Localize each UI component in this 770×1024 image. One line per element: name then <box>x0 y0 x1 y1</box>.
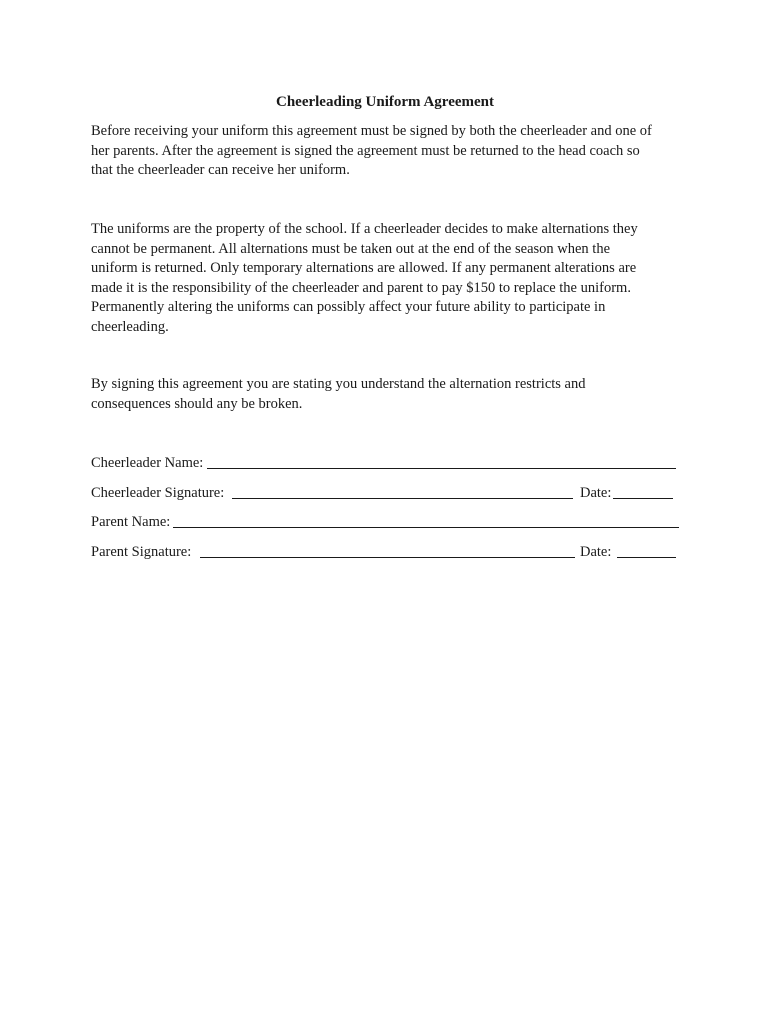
paragraph-line: consequences should any be broken. <box>91 395 303 412</box>
parent-signature-field[interactable] <box>200 557 575 558</box>
intro-paragraph <box>91 122 691 181</box>
cheerleader-name-row <box>91 453 681 473</box>
cheerleader-signature-row <box>91 483 681 503</box>
cheerleader-name-label: Cheerleader Name: <box>91 455 204 471</box>
paragraph-line: Before receiving your uniform this agreement must be signed by both the cheerleader and one of <box>91 123 652 139</box>
property-paragraph <box>91 220 691 338</box>
consent-paragraph <box>91 375 691 414</box>
paragraph-line: cannot be permanent. All alternations must be taken out at the end of the season when the <box>91 240 611 257</box>
paragraph-line: cheerleading. <box>91 318 169 335</box>
cheerleader-date-label: Date: <box>580 485 612 501</box>
paragraph-line: Permanently altering the uniforms can possibly affect your future ability to participate in <box>91 299 606 316</box>
paragraph-line: her parents. After the agreement is signed the agreement must be returned to the head coach so <box>91 142 640 159</box>
cheerleader-date-field[interactable] <box>613 498 673 499</box>
cheerleader-signature-label: Cheerleader Signature: <box>91 485 225 501</box>
parent-name-label: Parent Name: <box>91 514 171 530</box>
parent-signature-row <box>91 542 681 562</box>
parent-signature-label: Parent Signature: <box>91 544 192 560</box>
paragraph-line: made it is the responsibility of the cheerleader and parent to pay $150 to replace the uniform. <box>91 279 631 296</box>
paragraph-line: The uniforms are the property of the school. If a cheerleader decides to make alternations they <box>91 221 638 237</box>
paragraph-line: uniform is returned. Only temporary alternations are allowed. If any permanent alterations are <box>91 260 637 277</box>
parent-name-row <box>91 512 681 532</box>
cheerleader-signature-field[interactable] <box>232 498 573 499</box>
cheerleader-name-field[interactable] <box>207 468 676 469</box>
parent-date-field[interactable] <box>617 557 676 558</box>
parent-date-label: Date: <box>580 544 612 560</box>
paragraph-line: By signing this agreement you are stating you understand the alternation restricts and <box>91 376 586 392</box>
paragraph-line: that the cheerleader can receive her uniform. <box>91 162 350 179</box>
document-title: Cheerleading Uniform Agreement <box>275 94 494 110</box>
parent-name-field[interactable] <box>173 527 679 528</box>
